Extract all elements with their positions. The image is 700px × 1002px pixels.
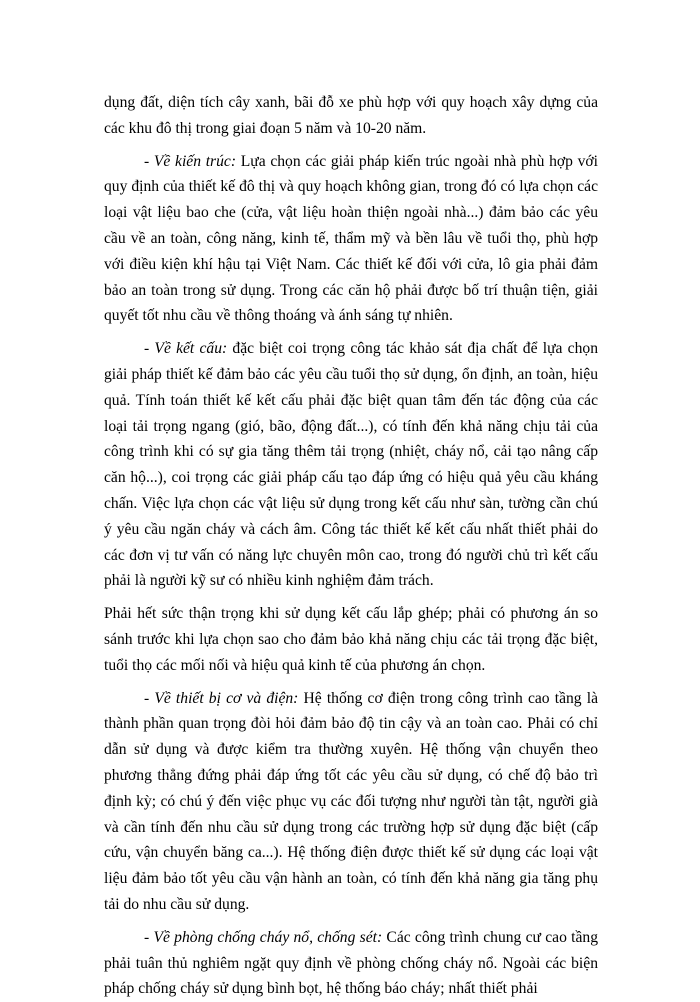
section-heading-structure: - Về kết cấu: xyxy=(144,340,228,358)
paragraph-mep xyxy=(104,686,598,918)
section-heading-architecture: - Về kiến trúc: xyxy=(144,152,237,170)
paragraph-prefab-structure xyxy=(104,601,598,678)
paragraph-text: Phải hết sức thận trọng khi sử dụng kết cấu lắp ghép; phải có phương án so sánh trước khi lựa chọn sao cho đảm bảo khả năng chịu các tải trọng đặc biệt, tuổi thọ các mối nối và hiệu quả kinh tế của phương án chọn. xyxy=(104,605,598,674)
section-heading-fire-protection: - Về phòng chống cháy nổ, chống sét: xyxy=(144,928,383,946)
paragraph-text: dụng đất, diện tích cây xanh, bãi đỗ xe phù hợp với quy hoạch xây dựng của các khu đô thị trong giai đoạn 5 năm và 10-20 năm. xyxy=(104,94,598,137)
section-heading-mep: - Về thiết bị cơ và điện: xyxy=(144,689,299,707)
paragraph-text: đặc biệt coi trọng công tác khảo sát địa chất để lựa chọn giải pháp thiết kế đảm bảo các yêu cầu tuổi thọ sử dụng, ổn định, an toàn, hiệu quả. Tính toán thiết kế kết cấu phải đặc biệt quan tâm đến tác động của các loại tải trọng ngang (gió, bão, động đất...), có tính đến khả năng chịu tải của công trình khi có sự gia tăng thêm tải trọng (nhiệt, cháy nổ, cải tạo nâng cấp căn hộ...), coi trọng các giải pháp cấu tạo đáp ứng có hiệu quả yêu cầu kháng chấn. Việc lựa chọn các vật liệu sử dụng trong kết cấu như sàn, tường cần chú ý yêu cầu ngăn cháy và cách âm. Công tác thiết kế kết cấu nhất thiết phải do các đơn vị tư vấn có năng lực chuyên môn cao, trong đó người chủ trì kết cấu phải là người kỹ sư có nhiều kinh nghiệm đảm trách. xyxy=(104,340,598,590)
paragraph-text: Các công trình chung cư cao tầng phải tuân thủ nghiêm ngặt quy định về phòng chống cháy nổ. Ngoài các biện pháp chống cháy sử dụng bình bọt, hệ thống báo cháy; nhất thiết phải xyxy=(104,928,598,998)
paragraph-structure xyxy=(104,336,598,594)
paragraph-architecture xyxy=(104,149,598,330)
paragraph-text: Hệ thống cơ điện trong công trình cao tầng là thành phần quan trọng đòi hỏi đảm bảo độ tin cậy và an toàn cao. Phải có chỉ dẫn sử dụng và được kiểm tra thường xuyên. Hệ thống vận chuyển theo phương thẳng đứng phải đáp ứng tốt các yêu cầu sử dụng, có chế độ bảo trì định kỳ; có chú ý đến việc phục vụ các đối tượng như người tàn tật, người già và cần tính đến nhu cầu sử dụng trong các trường hợp sử dụng đặc biệt (cấp cứu, vận chuyển băng ca...). Hệ thống điện được thiết kế sử dụng các loại vật liệu đảm bảo tốt yêu cầu vận hành an toàn, có tính đến khả năng gia tăng phụ tải do nhu cầu sử dụng. xyxy=(104,689,598,913)
document-page xyxy=(104,90,598,1002)
paragraph-fire-protection xyxy=(104,925,598,1002)
paragraph-text: Lựa chọn các giải pháp kiến trúc ngoài nhà phù hợp với quy định của thiết kế đô thị và quy hoạch không gian, trong đó có lựa chọn các loại vật liệu bao che (cửa, vật liệu hoàn thiện ngoài nhà...) đảm bảo các yêu cầu về an toàn, công năng, kinh tế, thẩm mỹ và bền lâu về tuổi thọ, phù hợp với điều kiện khí hậu tại Việt Nam. Các thiết kế đối với cửa, lô gia phải đảm bảo an toàn trong sử dụng. Trong các căn hộ phải được bố trí thuận tiện, giải quyết tốt nhu cầu về thông thoáng và ánh sáng tự nhiên. xyxy=(104,152,598,325)
paragraph-land-use xyxy=(104,90,598,142)
